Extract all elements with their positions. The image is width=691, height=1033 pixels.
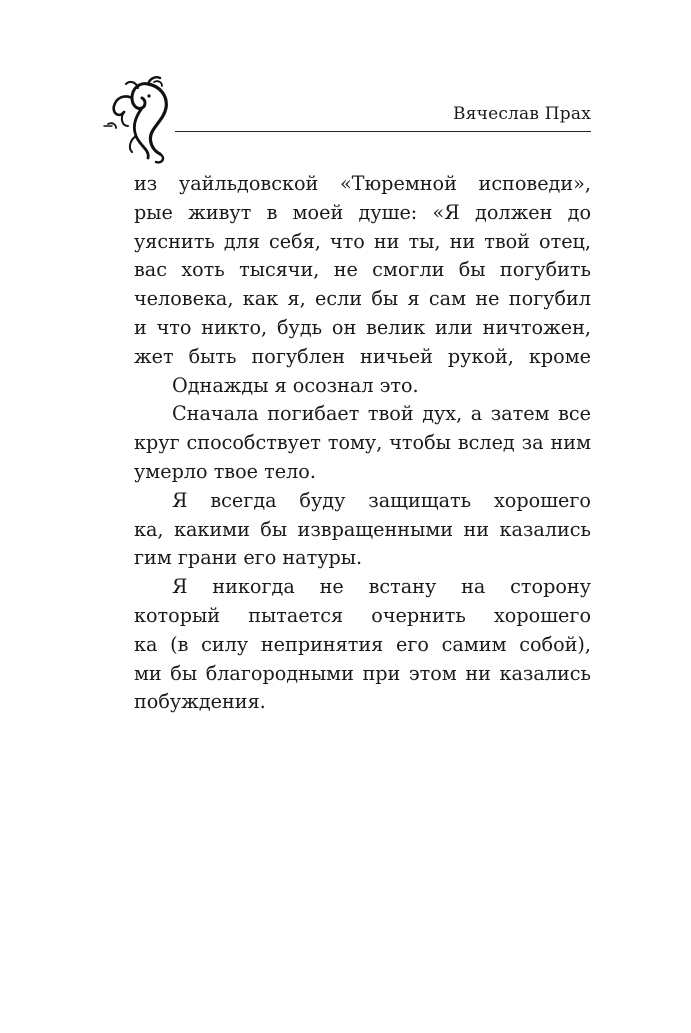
text-line: рые живут в моей душе: «Я должен до bbox=[134, 200, 591, 224]
text-line: Сначала погибает твой дух, а затем все bbox=[172, 402, 591, 426]
text-line: умерло твое тело. bbox=[134, 459, 316, 483]
text-line: Я всегда буду защищать хорошего bbox=[172, 488, 591, 512]
text-line: ка, какими бы извращенными ни казались bbox=[134, 517, 591, 541]
text-line: гим грани его натуры. bbox=[134, 546, 363, 570]
text-line: из уайльдовской «Тюремной исповеди», bbox=[134, 172, 591, 195]
text-line: ми бы благородными при этом ни казались bbox=[134, 661, 591, 685]
text-line: уяснить для себя, что ни ты, ни твой отец, bbox=[134, 229, 591, 253]
text-line: Я никогда не встану на сторону bbox=[172, 575, 591, 599]
text-line: ка (в силу непринятия его самим собой), bbox=[134, 632, 591, 656]
text-line: который пытается очернить хорошего bbox=[134, 603, 591, 627]
text-line: и что никто, будь он велик или ничтожен, bbox=[134, 315, 591, 339]
text-line: человека, как я, если бы я сам не погубил bbox=[134, 287, 591, 311]
running-head-author: Вячеслав Прах bbox=[453, 104, 591, 124]
text-line: побуждения. bbox=[134, 690, 266, 714]
swirl-fairy-ornament-icon bbox=[102, 74, 182, 166]
text-line: жет быть погублен ничьей рукой, кроме bbox=[134, 344, 591, 368]
header-rule bbox=[175, 131, 591, 132]
text-line: круг способствует тому, чтобы вслед за ним bbox=[134, 431, 591, 455]
body-text bbox=[134, 170, 591, 717]
text-line: Однажды я осознал это. bbox=[172, 373, 419, 397]
text-line: вас хоть тысячи, не смогли бы погубить bbox=[134, 258, 591, 282]
